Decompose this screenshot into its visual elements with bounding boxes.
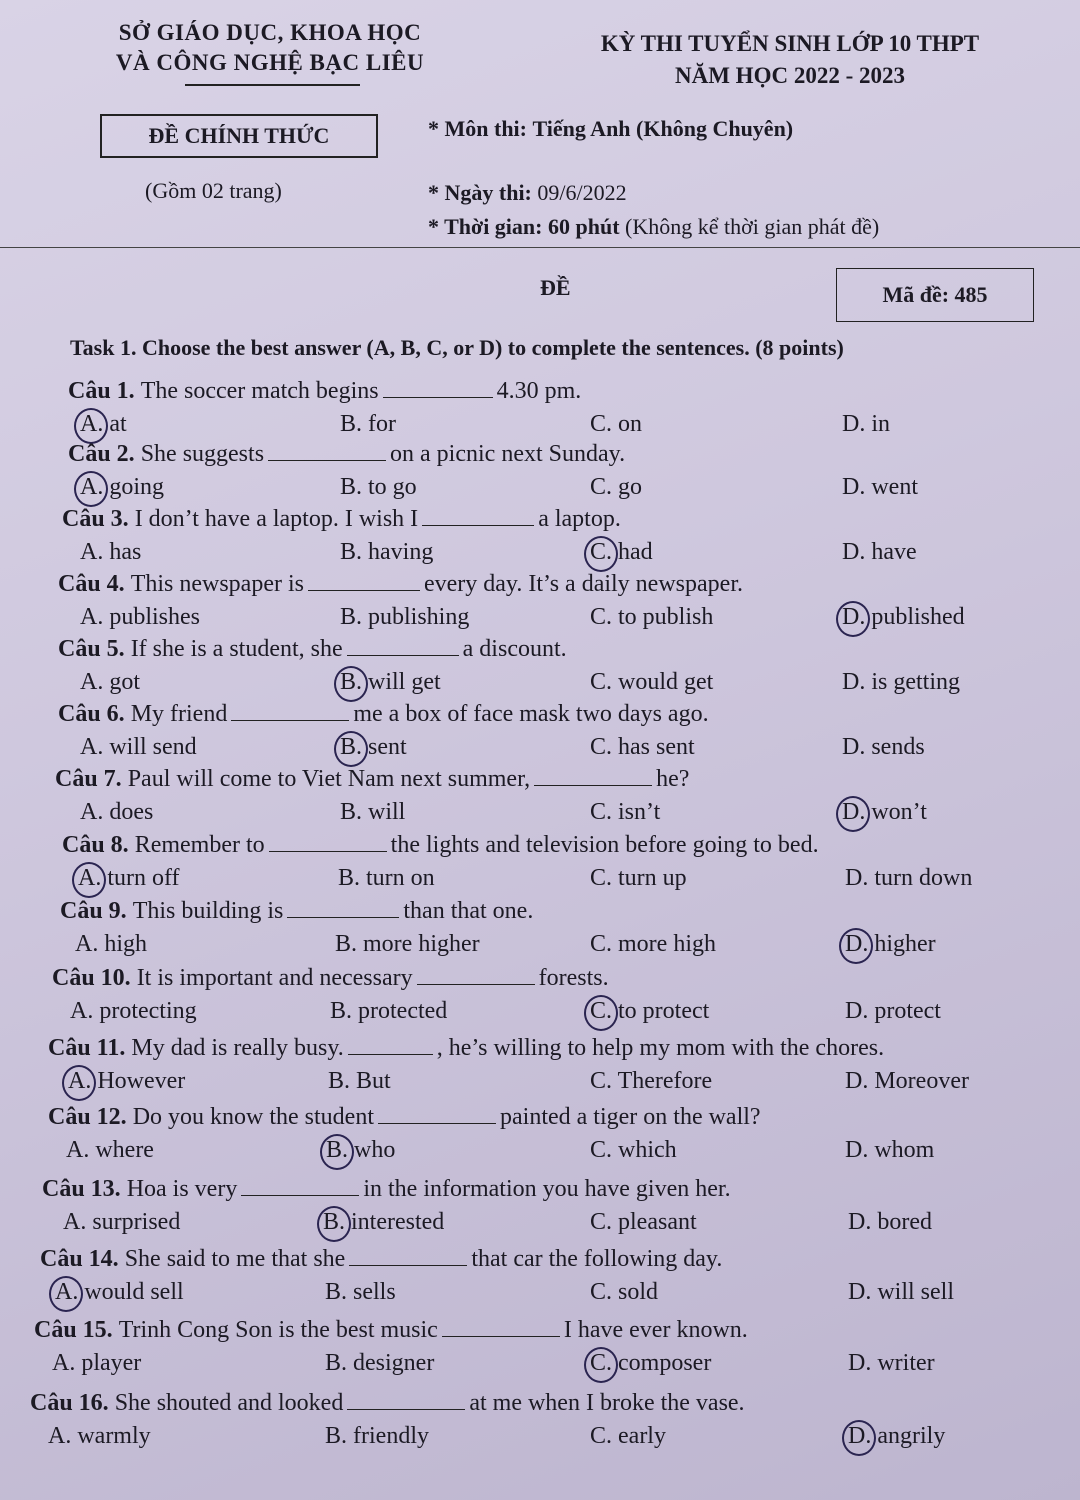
option-c[interactable]: C. Therefore [590, 1068, 713, 1094]
question-continuation: painted a tiger on the wall? [500, 1104, 761, 1130]
official-badge: ĐỀ CHÍNH THỨC [100, 114, 378, 158]
option-c[interactable]: C. had [590, 539, 653, 565]
option-c[interactable]: C. has sent [590, 734, 695, 760]
answer-blank [287, 899, 399, 918]
option-c[interactable]: C. pleasant [590, 1209, 697, 1235]
option-a[interactable]: A. player [52, 1350, 142, 1376]
question-number: Câu 9. [60, 898, 133, 924]
option-c[interactable]: C. go [590, 474, 643, 500]
question-continuation: me a box of face mask two days ago. [353, 701, 709, 727]
option-c[interactable]: C. isn’t [590, 799, 661, 825]
option-b[interactable]: B. sent [340, 734, 407, 760]
option-d[interactable]: D. turn down [845, 865, 973, 891]
option-a[interactable]: A. does [80, 799, 154, 825]
question-15 [34, 1317, 748, 1344]
question-6 [58, 701, 709, 728]
question-16 [30, 1390, 745, 1417]
option-a[interactable]: A. high [75, 931, 147, 957]
option-b[interactable]: B. designer [325, 1350, 435, 1376]
department-line-1: SỞ GIÁO DỤC, KHOA HỌC [118, 20, 422, 45]
question-stem: I don’t have a laptop. I wish I [134, 506, 419, 532]
question-number: Câu 13. [42, 1176, 127, 1202]
option-d[interactable]: D. sends [842, 734, 925, 760]
question-number: Câu 3. [62, 506, 135, 532]
date-value: 09/6/2022 [537, 180, 627, 205]
question-continuation: in the information you have given her. [363, 1176, 731, 1202]
option-a[interactable]: A. protecting [70, 998, 197, 1024]
time-line [428, 214, 879, 240]
option-c[interactable]: C. turn up [590, 865, 687, 891]
question-number: Câu 12. [48, 1104, 133, 1130]
question-stem: My dad is really busy. [131, 1035, 344, 1061]
option-d[interactable]: D. angrily [848, 1423, 946, 1449]
question-number: Câu 4. [58, 571, 131, 597]
subject-value: Tiếng Anh (Không Chuyên) [532, 116, 794, 141]
option-c[interactable]: C. would get [590, 669, 714, 695]
option-a[interactable]: A. will send [80, 734, 197, 760]
option-d[interactable]: D. Moreover [845, 1068, 969, 1094]
answer-blank [383, 379, 493, 398]
option-b[interactable]: B. more higher [335, 931, 480, 957]
option-a[interactable]: A. going [80, 474, 164, 500]
question-number: Câu 8. [62, 832, 135, 858]
question-number: Câu 7. [55, 766, 128, 792]
question-10 [52, 965, 609, 992]
question-stem: Remember to [134, 832, 265, 858]
department-line-2: VÀ CÔNG NGHỆ BẠC LIÊU [115, 50, 425, 75]
option-c[interactable]: C. on [590, 411, 643, 437]
option-a[interactable]: A. at [80, 411, 127, 437]
option-a[interactable]: A. However [68, 1068, 186, 1094]
question-stem: Do you know the student [132, 1104, 374, 1130]
option-b[interactable]: B. friendly [325, 1423, 429, 1449]
time-note: (Không kể thời gian phát đề) [625, 214, 880, 239]
option-d[interactable]: D. published [842, 604, 965, 630]
option-a[interactable]: A. warmly [48, 1423, 151, 1449]
subject-label: * Môn thi: [428, 116, 527, 141]
question-stem: She shouted and looked [114, 1390, 344, 1416]
option-a[interactable]: A. surprised [63, 1209, 181, 1235]
option-b[interactable]: B. protected [330, 998, 448, 1024]
option-b[interactable]: B. will get [340, 669, 441, 695]
exam-code: Mã đề: 485 [836, 268, 1034, 322]
question-11 [48, 1035, 884, 1062]
option-c[interactable]: C. composer [590, 1350, 712, 1376]
question-stem: My friend [130, 701, 228, 727]
question-stem: She said to me that she [124, 1246, 346, 1272]
option-d[interactable]: D. protect [845, 998, 941, 1024]
question-continuation: forests. [538, 965, 609, 991]
option-c[interactable]: C. early [590, 1423, 666, 1449]
answer-blank [231, 702, 349, 721]
option-b[interactable]: B. for [340, 411, 396, 437]
question-1 [68, 378, 581, 405]
question-continuation: , he’s willing to help my mom with the chores. [436, 1035, 885, 1061]
option-b[interactable]: B. who [326, 1137, 396, 1163]
date-line [428, 180, 627, 206]
answer-blank [269, 833, 387, 852]
question-number: Câu 2. [68, 441, 141, 467]
question-stem: Paul will come to Viet Nam next summer, [127, 766, 531, 792]
option-d[interactable]: D. went [842, 474, 918, 500]
answer-blank [347, 637, 459, 656]
option-d[interactable]: D. have [842, 539, 917, 565]
question-continuation: the lights and television before going to bed. [390, 832, 819, 858]
option-a[interactable]: A. got [80, 669, 140, 695]
question-number: Câu 5. [58, 636, 131, 662]
option-b[interactable]: B. interested [323, 1209, 445, 1235]
school-year: NĂM HỌC 2022 - 2023 [675, 63, 905, 88]
question-9 [60, 898, 533, 925]
answer-blank [348, 1036, 433, 1055]
option-d[interactable]: D. in [842, 411, 890, 437]
option-a[interactable]: A. where [66, 1137, 154, 1163]
question-5 [58, 636, 567, 663]
time-label: * Thời gian: [428, 214, 543, 239]
option-c[interactable]: C. to protect [590, 998, 710, 1024]
question-stem: If she is a student, she [130, 636, 343, 662]
answer-blank [308, 572, 420, 591]
question-stem: The soccer match begins [140, 378, 379, 404]
option-c[interactable]: C. to publish [590, 604, 714, 630]
option-d[interactable]: D. won’t [842, 799, 927, 825]
question-stem: Hoa is very [126, 1176, 238, 1202]
question-continuation: on a picnic next Sunday. [390, 441, 626, 467]
header-underline [185, 84, 360, 86]
option-c[interactable]: C. more high [590, 931, 716, 957]
option-b[interactable]: B. But [328, 1068, 391, 1094]
question-number: Câu 16. [30, 1390, 115, 1416]
page-count: (Gồm 02 trang) [145, 178, 282, 203]
option-a[interactable]: A. turn off [78, 865, 180, 891]
option-b[interactable]: B. sells [325, 1279, 396, 1305]
question-12 [48, 1104, 761, 1131]
answer-blank [378, 1105, 496, 1124]
option-a[interactable]: A. has [80, 539, 142, 565]
question-continuation: at me when I broke the vase. [469, 1390, 745, 1416]
question-number: Câu 6. [58, 701, 131, 727]
option-b[interactable]: B. turn on [338, 865, 435, 891]
question-stem: She suggests [140, 441, 265, 467]
question-stem: This newspaper is [130, 571, 304, 597]
question-number: Câu 10. [52, 965, 137, 991]
question-continuation: every day. It’s a daily newspaper. [423, 571, 743, 597]
answer-blank [347, 1391, 465, 1410]
option-d[interactable]: D. bored [848, 1209, 932, 1235]
question-number: Câu 14. [40, 1246, 125, 1272]
option-d[interactable]: D. is getting [842, 669, 960, 695]
option-d[interactable]: D. writer [848, 1350, 935, 1376]
option-b[interactable]: B. will [340, 799, 406, 825]
option-d[interactable]: D. will sell [848, 1279, 954, 1305]
option-a[interactable]: A. would sell [55, 1279, 184, 1305]
option-c[interactable]: C. which [590, 1137, 677, 1163]
answer-blank [349, 1247, 467, 1266]
answer-blank [241, 1177, 359, 1196]
question-continuation: a laptop. [538, 506, 621, 532]
exam-header [540, 28, 1040, 92]
question-number: Câu 11. [48, 1035, 132, 1061]
question-continuation: than that one. [403, 898, 534, 924]
question-number: Câu 15. [34, 1317, 119, 1343]
header-divider [0, 247, 1080, 248]
option-b[interactable]: B. having [340, 539, 434, 565]
question-8 [62, 832, 819, 859]
question-stem: This building is [132, 898, 284, 924]
answer-blank [417, 966, 535, 985]
answer-blank [534, 767, 652, 786]
department-header [70, 18, 470, 78]
answer-blank [442, 1318, 560, 1337]
question-number: Câu 1. [68, 378, 141, 404]
question-continuation: a discount. [462, 636, 567, 662]
question-14 [40, 1246, 722, 1273]
option-b[interactable]: B. to go [340, 474, 417, 500]
question-continuation: 4.30 pm. [496, 378, 582, 404]
question-7 [55, 766, 689, 793]
option-c[interactable]: C. sold [590, 1279, 659, 1305]
answer-blank [422, 507, 534, 526]
exam-title: KỲ THI TUYỂN SINH LỚP 10 THPT [600, 31, 980, 56]
option-a[interactable]: A. publishes [80, 604, 200, 630]
question-4 [58, 571, 743, 598]
answer-blank [268, 442, 386, 461]
question-stem: It is important and necessary [136, 965, 413, 991]
question-13 [42, 1176, 731, 1203]
section-heading: ĐỀ [540, 275, 571, 300]
time-value: 60 phút [547, 214, 620, 239]
option-d[interactable]: D. higher [845, 931, 936, 957]
question-stem: Trinh Cong Son is the best music [118, 1317, 438, 1343]
option-d[interactable]: D. whom [845, 1137, 935, 1163]
question-continuation: he? [656, 766, 690, 792]
subject-line [428, 116, 793, 142]
question-2 [68, 441, 625, 468]
date-label: * Ngày thi: [428, 180, 532, 205]
question-3 [62, 506, 621, 533]
question-continuation: that car the following day. [471, 1246, 723, 1272]
question-continuation: I have ever known. [563, 1317, 748, 1343]
option-b[interactable]: B. publishing [340, 604, 470, 630]
task-instruction: Task 1. Choose the best answer (A, B, C, or D) to complete the sentences. (8 points) [70, 335, 844, 360]
